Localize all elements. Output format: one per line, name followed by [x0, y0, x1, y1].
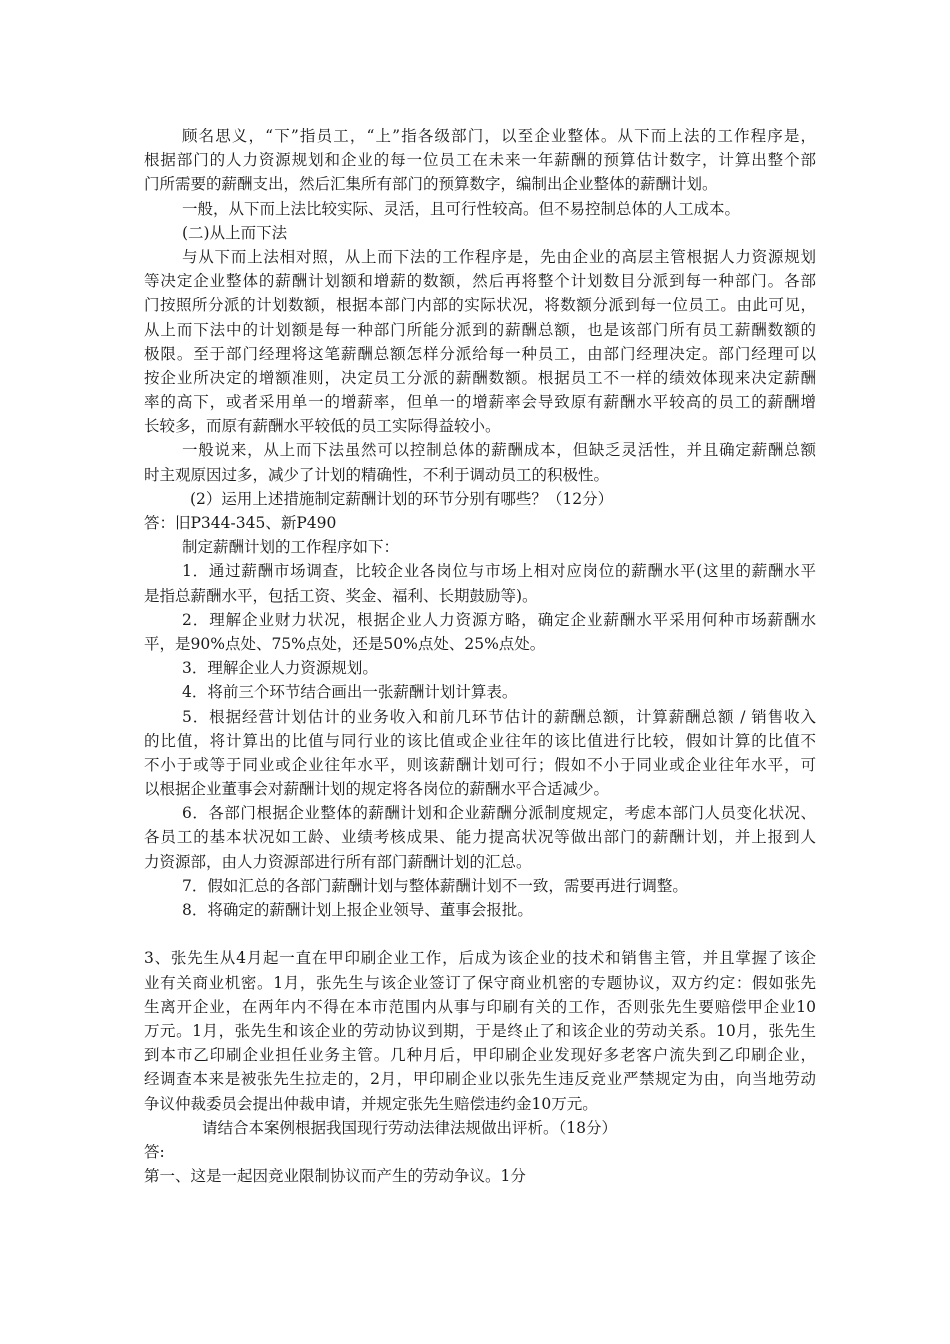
step-5 [144, 705, 816, 802]
text-line: 长较多，而原有薪酬水平较低的员工实际得益较小。 [144, 417, 501, 436]
text-line: 率的高下，或者采用单一的增薪率，但单一的增薪率会导致原有薪酬水平较高的员工的薪酬增 [144, 393, 816, 412]
paragraph-top-down-summary [144, 438, 816, 486]
document-page [144, 124, 816, 1188]
text-line: 极限。至于部门经理将这笔薪酬总额怎样分派给每一种员工，由部门经理决定。部门经理可以 [144, 344, 816, 363]
text-line: 时主观原因过多，减少了计划的精确性，不利于调动员工的积极性。 [144, 465, 610, 484]
text-line: 2．理解企业财力状况，根据企业人力资源方略，确定企业薪酬水平采用何种市场薪酬水 [182, 610, 816, 629]
text-line: 6．各部门根据企业整体的薪酬计划和企业薪酬分派制度规定，考虑本部门人员变化状况、 [182, 804, 816, 823]
text-line: 顾名思义，“下”指员工，“上”指各级部门，以至企业整体。从下而上法的工作程序是， [182, 127, 816, 145]
text-line: 5．根据经营计划估计的业务收入和前几环节估计的薪酬总额，计算薪酬总额 / 销售收入 [182, 707, 816, 726]
text-line: 3、张先生从4月起一直在甲印刷企业工作，后成为该企业的技术和销售主管，并且掌握了该企 [144, 949, 816, 968]
question-3: 请结合本案例根据我国现行劳动法律法规做出评析。（18分） [202, 1118, 617, 1137]
text-line: 1．通过薪酬市场调查，比较企业各岗位与市场上相对应岗位的薪酬水平(这里的薪酬水平 [182, 562, 816, 581]
paragraph-bottom-up-summary: 一般，从下而上法比较实际、灵活，且可行性较高。但不易控制总体的人工成本。 [182, 199, 741, 218]
step-8: 8．将确定的薪酬计划上报企业领导、董事会报批。 [182, 901, 533, 919]
question-2: (2）运用上述措施制定薪酬计划的环节分别有哪些？（12分） [190, 489, 614, 508]
step-4: 4．将前三个环节结合画出一张薪酬计划计算表。 [182, 683, 518, 702]
text-line: 门所需要的薪酬支出，然后汇集所有部门的预算数字，编制出企业整体的薪酬计划。 [144, 175, 718, 194]
text-line: 门按照所分派的计划数额，根据本部门内部的实际状况，将数额分派到每一位员工。由此可见， [144, 296, 816, 315]
step-3: 3．理解企业人力资源规划。 [182, 659, 378, 678]
blank-line [144, 922, 816, 946]
text-line: 生离开企业，在两年内不得在本市范围内从事与印刷有关的工作，否则张先生要赔偿甲企业10 [144, 997, 816, 1016]
text-line: 的比值，将计算出的比值与同行业的该比值或企业往年的该比值进行比较，假如计算的比值不 [144, 731, 816, 750]
text-line: 万元。1月，张先生和该企业的劳动协议到期，于是终止了和该企业的劳动关系。10月，张先生 [144, 1021, 816, 1040]
text-line: 等决定企业整体的薪酬计划额和增薪的数额，然后再将整个计划数目分派到每一种部门。各部 [144, 272, 816, 291]
text-line: 争议仲裁委员会提出仲裁申请，并规定张先生赔偿违约金10万元。 [144, 1094, 598, 1113]
step-2 [144, 608, 816, 656]
case-3-description [144, 946, 816, 1115]
text-line: 经调查本来是被张先生拉走的，2月，甲印刷企业以张先生违反竞业严禁规定为由，向当地劳动 [144, 1070, 816, 1089]
text-line: 根据部门的人力资源规划和企业的每一位员工在未来一年薪酬的预算估计数字，计算出整个部 [144, 151, 816, 170]
text-line: 以根据企业董事会对薪酬计划的规定将各岗位的薪酬水平合适减少。 [144, 780, 610, 799]
step-6 [144, 801, 816, 874]
answer-label: 答: [144, 1142, 165, 1161]
step-7: 7．假如汇总的各部门薪酬计划与整体薪酬计划不一致，需要再进行调整。 [182, 876, 688, 895]
answer-reference: 答：旧P344-345、新P490 [144, 514, 337, 532]
text-line: 不小于或等于同业或企业往年水平，则该薪酬计划可行；假如不小于同业或企业往年水平，可 [144, 755, 816, 774]
text-line: 从上而下法中的计划额是每一种部门所能分派到的薪酬总额，也是该部门所有员工薪酬数额的 [144, 320, 816, 339]
text-line: 一般说来，从上而下法虽然可以控制总体的薪酬成本，但缺乏灵活性，并且确定薪酬总额 [182, 441, 816, 460]
text-line: 业有关商业机密。1月，张先生与该企业签订了保守商业机密的专题协议，双方约定：假如张先 [144, 973, 816, 992]
paragraph-bottom-up-definition [144, 124, 816, 197]
text-line: 到本市乙印刷企业担任业务主管。几种月后，甲印刷企业发现好多老客户流失到乙印刷企业， [144, 1046, 816, 1065]
text-line: 各员工的基本状况如工龄、业绩考核成果、能力提高状况等做出部门的薪酬计划，并上报到人 [144, 828, 816, 847]
answer-first-point: 第一、这是一起因竞业限制协议而产生的劳动争议。1分 [144, 1167, 526, 1186]
text-line: 与从下而上法相对照，从上而下法的工作程序是，先由企业的高层主管根据人力资源规划 [182, 247, 816, 266]
section-heading-top-down: (二)从上而下法 [182, 223, 288, 242]
steps-intro: 制定薪酬计划的工作程序如下： [182, 538, 400, 557]
text-line: 平，是90%点处、75%点处，还是50%点处、25%点处。 [144, 634, 546, 653]
text-line: 力资源部，由人力资源部进行所有部门薪酬计划的汇总。 [144, 852, 532, 871]
text-line: 按企业所决定的增额准则，决定员工分派的薪酬数额。根据员工不一样的绩效体现来决定薪酬 [144, 368, 816, 387]
text-line: 是指总薪酬水平，包括工资、奖金、福利、长期鼓励等)。 [144, 586, 538, 605]
paragraph-top-down-definition [144, 245, 816, 439]
step-1 [144, 559, 816, 607]
